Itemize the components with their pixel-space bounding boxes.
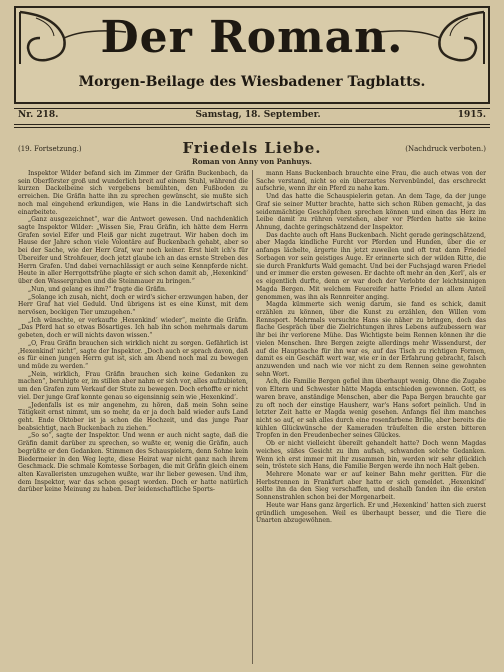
paragraph: „O, Frau Gräfin brauchen sich wirklich nicht zu sorgen. Gefährlich ist ‚Hexenkind‘ nicht“, sagte der Inspektor. „Doch auch er sprach davon, daß es für einen jungen Herrn gut ist, sich am Abend noch mal zu bewegen und müde zu werden.“ (18, 339, 248, 370)
divider (14, 108, 490, 109)
divider (14, 127, 490, 128)
paragraph: Ob er nicht vielleicht übereilt gehandelt hatte? Doch wenn Magdas weiches, süßes Gesicht zu ihm aufsah, schwanden solche Gedanken. Wenn ich erst immer mit ihr zusammen bin, werden wir sehr glücklich sein, tröstete sich Hans, die Familie Bergen werde ihn noch Halt geben. (256, 440, 486, 471)
story-header (18, 139, 486, 169)
text-column-right (256, 170, 486, 664)
issue-info-bar (18, 110, 486, 120)
paragraph: „So so“, sagte der Inspektor. Und wenn er auch nicht sagte, daß die Gräfin damit darüber zu sprechen, so wußte er, wenig die Gräfin, auch begrüßte er den Gedanken. Stimmen des Schauspielern, denn Sohne kein Biedermeier in den Weg legte, diese Heirat war nicht ganz nach ihrem Geschmack. Die schmale Komtesse Sorbagen, die mit Gräfin gleich einem alten Kavalleristen umzugehen wußte, war ihr lieber gewesen. Und ihm, dem Inspektor, war das schon gesagt worden. Doch er hatte natürlich darüber keine Meinung zu haben. Der leidenschaftliche Sports- (18, 432, 248, 494)
issue-number: Nr. 218. (18, 110, 59, 120)
paragraph: Das dachte auch oft Hans Buckenbach. Nicht gerade geringschätzend, aber Magda kindliche Furcht vor Pferden und Hunden, über die er anfangs lächelte, ärgerte ihn jetzt zuweilen und oft trat dann Friedel Sorbagen vor sein geistiges Auge. Er erinnerte sich der wilden Ritte, die sie durch Frankfurts Wald gemacht. Und bei der Fuchsjagd waren Friedel und er immer die ersten gewesen. Er dachte oft mehr an den ‚Kerl‘, als er es eigentlich durfte, denn er war doch der Verlobte der leichtsinnigen Magda Bergen. Mit welchem Feuereifer hatte Friedel an allem Anteil genommen, was ihn als Rennreiter anging. (256, 231, 486, 301)
installment-label: (19. Fortsetzung.) (18, 145, 82, 153)
paragraph: Magda kümmerte sich wenig darum, sie fand es schick, damit erzählen zu können, über die Kunst zu erzählen, den Willen vom Rennsport. Mehrmals versuchte Hans sie näher zu bringen, doch das flache Gespräch über die Zielrichtungen ihres Lebens aufzubessern war ihr bei ihr verlorene Mühe. Das Wichtigste beim Rennen können ihr die vielen Menschen. Ihre Bergen zeigte allerdings mehr Wissendurst, der auf die Hauptsache für ihn war es, auf das Tisch zu richtigen Formen, damit es ein Geschäft wert war, wie er in der Erfahrung gebracht, falsch anzuwenden und nach wie vor nicht zu dem Rennen seine gewohnten sehn Wort. (256, 301, 486, 378)
divider (14, 124, 490, 125)
issue-date: Samstag, 18. September. (195, 110, 321, 120)
paragraph: „Solange ich zusah, nicht, doch er wird's sicher erzwungen haben, der Herr Graf hat viel Geduld. Und übrigens ist es eine Kunst, mit dem nervösen, bockigen Tier umzugehen.“ (18, 293, 248, 316)
paragraph: „Jedenfalls ist es mir angenehm, zu hören, daß mein Sohn seine Tätigkeit ernst nimmt, um so mehr, da er ja doch bald wieder aufs Land geht. Ende Oktober ist ja schon die Hochzeit, und das junge Paar beabsichtigt, nach Buckenbach zu ziehen.“ (18, 401, 248, 432)
paragraph: Ach, die Familie Bergen gefiel ihm überhaupt wenig. Ohne die Zugabe von Eltern und Schwester hätte Magda entschieden gewonnen. Gott, es waren brave, anständige Menschen, aber die Papa Bergen brauchte gar zu oft noch der einstige Hausherr, war's Hans sofort peinlich. Und in letzter Zeit hatte er Magda wenig gesehen. Anfangs fiel ihm manches nicht so auf, er sah alles durch eine rosenfarbene Brille, aber bereits die kühlen Glückwünsche der Kameraden träufelten die ersten bitteren Tropfen in den Freudenbecher seines Glückes. (256, 378, 486, 440)
story-byline: Roman von Anny von Panhuys. (192, 157, 312, 166)
paragraph: Heute war Hans ganz ärgerlich. Er und ‚Hexenkind‘ hatten sich zuerst gründlich umgesehen. Weil es überhaupt besser, und die Tiere die Unarten abzugewöhnen. (256, 501, 486, 525)
column-divider (252, 170, 253, 664)
masthead-subtitle: Morgen-Beilage des Wiesbadener Tagblatts. (78, 74, 426, 90)
copyright-notice: (Nachdruck verboten.) (405, 145, 486, 153)
masthead-title: Der Roman. (100, 12, 404, 63)
story-title: Friedels Liebe. (182, 139, 322, 157)
article-body (18, 170, 486, 664)
paragraph: „Ganz ausgezeichnet“, war die Antwort gewesen. Und nachdenklich sagte Inspektor Wilder: „Wissen Sie, Frau Gräfin, ich hätte dem Herrn Grafen soviel Eifer und Fleiß gar nicht zugetraut. Wir haben doch im Hause der Jahre schon viele Volontäre auf Buckenbach gehabt, aber so bei der Sache, wie der Herr Graf, war noch keiner. Erst hielt ich's für Übereifer und Strohfeuer, doch jetzt glaube ich an das ernste Streben des Herrn Grafen. Und dabei vernachlässigt er auch seine Kennpferde nicht. Heute in aller Herrgottsfrühe plagte er sich schon damit ab, ‚Hexenkind‘ über den Wassergraben und die Steinmauer zu bringen.“ (18, 216, 248, 286)
masthead (14, 6, 490, 104)
issue-year: 1915. (457, 110, 486, 120)
paragraph: Inspektor Wilder befand sich im Zimmer der Gräfin Buckenbach, da sein Oberförster groß und wunderlich breit auf einem Stuhl, während die kurzen Dackelbeine sich vergebens bemühten, den Fußboden zu erreichen. Die Gräfin hatte ihn zu sprechen gewünscht, sie mußte sich noch mal eingehend erkundigen, wie Hans in die Landwirtschaft sich einarbeitete. (18, 170, 248, 216)
paragraph: mann Hans Buckenbach brauchte eine Frau, die auch etwas von der Sache verstand, nicht so ein überzartes Nervenbündel, das erschreckt aufschrie, wenn ihr ein Pferd zu nahe kam. (256, 170, 486, 193)
paragraph: Mehrere Monate war er auf keiner Bahn mehr geritten. Für die Herbstrennen in Frankfurt aber hatte er sich gemeldet. ‚Hexenkind‘ sollte ihn da den Sieg verschaffen, und deshalb fanden ihn die ersten Sonnenstrahlen schon bei der Morgenarbeit. (256, 471, 486, 502)
paragraph: „Nein, wirklich, Frau Gräfin brauchen sich keine Gedanken zu machen“, beruhigte er, im stillen aber nahm er sich vor, alles aufzubieten, um den Grafen zum Verkauf der Stute zu bewegen. Doch erhoffte er nicht viel. Der junge Graf konnte genau so eigensinnig sein wie ‚Hexenkind‘. (18, 370, 248, 401)
paragraph: Und das hatte die Schauspielerin getan. An dem Tage, da der junge Graf sie seiner Mutter brachte, hatte sich schon Rüben gemacht, ja das seidenmächtige Geschöpfchen sprechen können und einen das Herz im Leibe damit zu rühren verstehen, aber vor Pferden hatte sie keine Ahnung, dachte geringschätzend der Inspektor. (256, 193, 486, 232)
paragraph: „Ich wünschte, er verkaufte ‚Hexenkind‘ wieder“, meinte die Gräfin. „Das Pferd hat so etwas Bösartiges. Ich hab ihn schon mehrmals darum gebeten, doch er will nichts davon wissen.“ (18, 316, 248, 340)
paragraph: „Nun, und gelang es ihm?“ fragte die Gräfin. (28, 285, 167, 293)
text-column-left (18, 170, 248, 664)
